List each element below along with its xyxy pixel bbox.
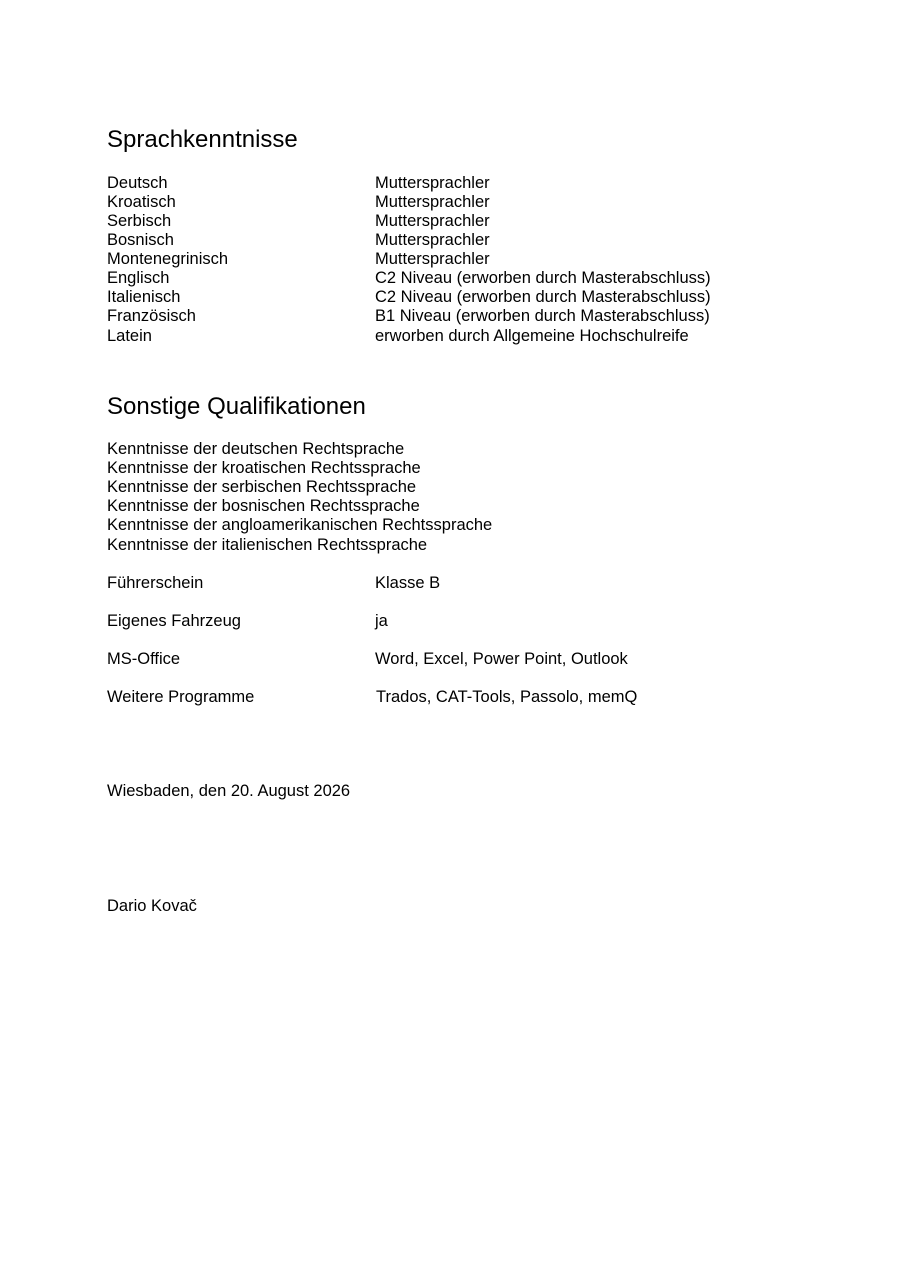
language-name: Montenegrinisch: [107, 250, 229, 268]
qualification-value: Trados, CAT-Tools, Passolo, memQ: [376, 688, 638, 706]
legal-language-item: Kenntnisse der deutschen Rechtsprache: [107, 440, 405, 458]
legal-language-item: Kenntnisse der angloamerikanischen Rechtssprache: [107, 516, 493, 534]
qualification-value: Klasse B: [375, 574, 441, 592]
language-level: Muttersprachler: [375, 250, 490, 268]
language-level: erworben durch Allgemeine Hochschulreife: [375, 327, 689, 345]
legal-language-item: Kenntnisse der italienischen Rechtssprache: [107, 536, 428, 554]
qualification-label: Weitere Programme: [107, 688, 255, 706]
languages-heading: Sprachkenntnisse: [107, 126, 298, 153]
language-name: Latein: [107, 327, 152, 345]
place-date: Wiesbaden, den 20. August 2026: [107, 782, 351, 800]
language-level: Muttersprachler: [375, 193, 490, 211]
qualifications-heading: Sonstige Qualifikationen: [107, 393, 366, 420]
qualification-value: ja: [375, 612, 388, 630]
qualification-label: MS-Office: [107, 650, 181, 668]
qualification-value: Word, Excel, Power Point, Outlook: [375, 650, 628, 668]
qualification-label: Eigenes Fahrzeug: [107, 612, 241, 630]
language-name: Kroatisch: [107, 193, 176, 211]
legal-language-item: Kenntnisse der serbischen Rechtssprache: [107, 478, 417, 496]
language-level: C2 Niveau (erworben durch Masterabschluss): [375, 288, 711, 306]
language-level: Muttersprachler: [375, 231, 490, 249]
language-level: B1 Niveau (erworben durch Masterabschluss): [375, 307, 710, 325]
language-name: Serbisch: [107, 212, 172, 230]
legal-language-item: Kenntnisse der bosnischen Rechtssprache: [107, 497, 420, 515]
language-level: Muttersprachler: [375, 212, 490, 230]
language-name: Englisch: [107, 269, 170, 287]
legal-language-item: Kenntnisse der kroatischen Rechtssprache: [107, 459, 421, 477]
language-level: Muttersprachler: [375, 174, 490, 192]
language-name: Deutsch: [107, 174, 168, 192]
qualification-label: Führerschein: [107, 574, 204, 592]
language-name: Bosnisch: [107, 231, 174, 249]
language-name: Französisch: [107, 307, 196, 325]
language-name: Italienisch: [107, 288, 181, 306]
language-level: C2 Niveau (erworben durch Masterabschluss): [375, 269, 711, 287]
signature-name: Dario Kovač: [107, 897, 197, 915]
